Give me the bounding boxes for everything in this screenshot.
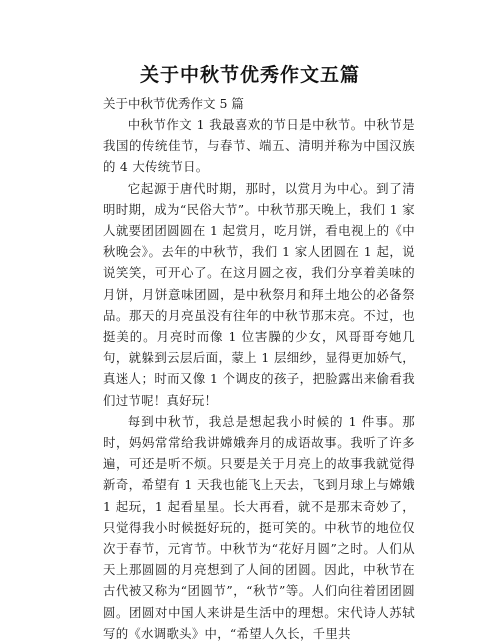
paragraph-3: 每到中秋节，我总是想起我小时候的 1 件事。那时，妈妈常常给我讲嫦娥奔月的成语故事。我听了许多遍，可还是听不烦。只要是关于月亮上的故事我就觉得新奇，希望有 1 天我也能飞上天去，飞到月球上与嫦娥 1 起玩，1 起看星星。长大再看，就不是那末奇妙了，只觉得我小时候挺好玩的，挺可笑的。中秋节的地位仅次于春节，元宵节。中秋节为“花好月圆”之时。人们从天上那圆圆的月亮想到了人间的团圆。因此，中秋节在古代被又称为“团圆节”，“秋节”等。人们向往着团团圆圆。团圆对中国人来讲是生活中的理想。宋代诗人苏轼写的《水调歌头》中，“希望人久长，千里共 bbox=[103, 413, 415, 641]
document-subtitle: 关于中秋节优秀作文 5 篇 bbox=[103, 96, 244, 111]
paragraph-1: 中秋节作文 1 我最喜欢的节日是中秋节。中秋节是我国的传统佳节，与春节、端五、清明并称为中国汉族的 4 大传统节日。 bbox=[103, 117, 415, 175]
document-title: 关于中秋节优秀作文五篇 bbox=[139, 64, 360, 86]
paragraph-2: 它起源于唐代时期，那时，以赏月为中心。到了清明时期，成为“民俗大节”。中秋节那天晚上，我们 1 家人就要团团圆圆在 1 起赏月，吃月饼，看电视上的《中秋晚会》。去年的中秋节，我们 1 家人团圆在 1 起，说说笑笑，可开心了。在这月圆之夜，我们分享着美味的月饼，月饼意味团圆，是中秋祭月和拜土地公的必备祭品。那天的月亮虽没有往年的中秋节那末亮。不过，也挺美的。月亮时而像 1 位害臊的少女，风哥哥夸她几句，就躲到云层后面，蒙上 1 层细纱，显得更加娇气，真迷人；时而又像 1 个调皮的孩子，把脸露出来偷看我们过节呢！真好玩！ bbox=[103, 180, 415, 408]
